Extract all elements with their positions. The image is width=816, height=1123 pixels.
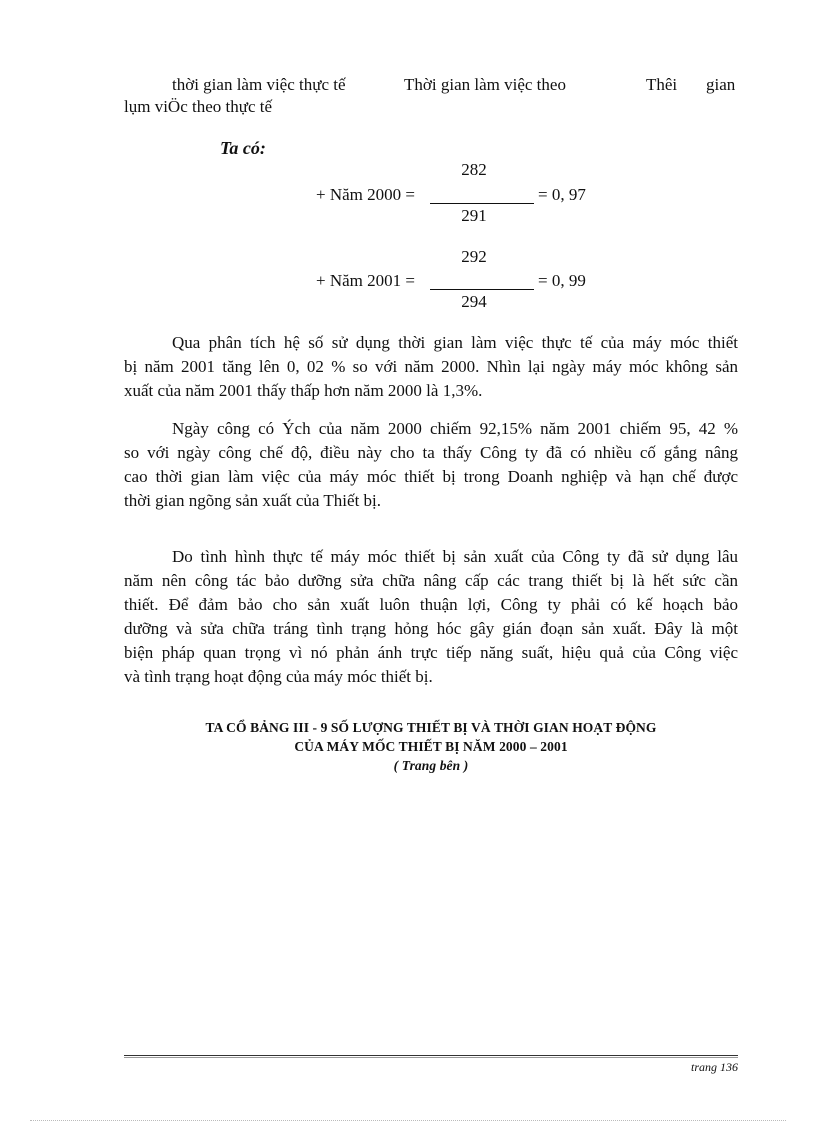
formula-2000-fraction-bar: [430, 203, 534, 204]
formula-2001-numerator: 292: [461, 247, 487, 266]
top-col3b-text: gian: [706, 75, 736, 94]
top-line2-text: lụm viÖc theo thực tế: [124, 97, 273, 116]
footer-rule-secondary: [124, 1057, 738, 1058]
para3-line: dưỡng và sửa chữa tráng tình trạng hỏng hóc gây gián đoạn sản xuất. Đây là một: [124, 619, 738, 638]
table-caption-line3: ( Trang bên ): [393, 758, 469, 773]
top-col1-text: thời gian làm việc thực tế: [172, 75, 346, 94]
formula-2000-label: + Năm 2000 =: [316, 185, 415, 204]
formula-2000-numerator: 282: [461, 160, 487, 179]
formula-2001-result: = 0, 99: [538, 271, 586, 290]
para3-line: biện pháp quan trọng vì nó phản ánh trực tiếp năng suất, hiệu quả của Công việc: [124, 643, 738, 662]
para2-line: thời gian ngõng sản xuất của Thiết bị.: [124, 491, 382, 510]
formula-2000-denominator: 291: [461, 206, 487, 225]
para3-line: và tình trạng hoạt động của máy móc thiết bị.: [124, 667, 433, 686]
para1-line: bị năm 2001 tăng lên 0, 02 % so với năm 2000. Nhìn lại ngày máy móc không sản: [124, 357, 738, 376]
footer-rule: [124, 1055, 738, 1056]
formula-2001-denominator: 294: [461, 292, 487, 311]
top-col2-text: Thời gian làm việc theo: [404, 75, 566, 94]
formula-2000-result: = 0, 97: [538, 185, 586, 204]
para2-line: so với ngày công chế độ, điều này cho ta thấy Công ty đã có nhiều cố gắng nâng: [124, 443, 738, 462]
top-col3a-text: Thêi: [646, 75, 678, 94]
ta-co-heading: Ta có:: [220, 138, 266, 158]
para3-line: thiết. Để đảm bảo cho sản xuất luôn thuận lợi, Công ty phải có kế hoạch bảo: [124, 595, 738, 614]
table-caption-line1: TA CỔ BẢNG III - 9 SỐ LƯỢNG THIẾT BỊ VÀ THỜI GIAN HOẠT ĐỘNG: [205, 720, 657, 735]
para1-line: xuất của năm 2001 thấy thấp hơn năm 2000 là 1,3%.: [124, 381, 483, 400]
para1-line: Qua phân tích hệ số sử dụng thời gian làm việc thực tế của máy móc thiết: [172, 333, 738, 352]
table-caption-line2: CỦA MÁY MỐC THIẾT BỊ NĂM 2000 – 2001: [294, 739, 568, 754]
page-bottom-dotted-edge: [30, 1120, 786, 1121]
formula-2001-label: + Năm 2001 =: [316, 271, 415, 290]
para3-line: Do tình hình thực tế máy móc thiết bị sản xuất của Công ty đã sử dụng lâu: [172, 547, 738, 566]
formula-2001-fraction-bar: [430, 289, 534, 290]
para2-line: cao thời gian làm việc của máy móc thiết bị trong Doanh nghiệp và hạn chế được: [124, 467, 738, 486]
para2-line: Ngày công có Ých của năm 2000 chiếm 92,15% năm 2001 chiếm 95, 42 %: [172, 419, 738, 438]
para3-line: năm nên công tác bảo dưỡng sửa chữa nâng cấp các trang thiết bị là hết sức cần: [124, 571, 738, 590]
page-number: trang 136: [690, 1060, 738, 1074]
